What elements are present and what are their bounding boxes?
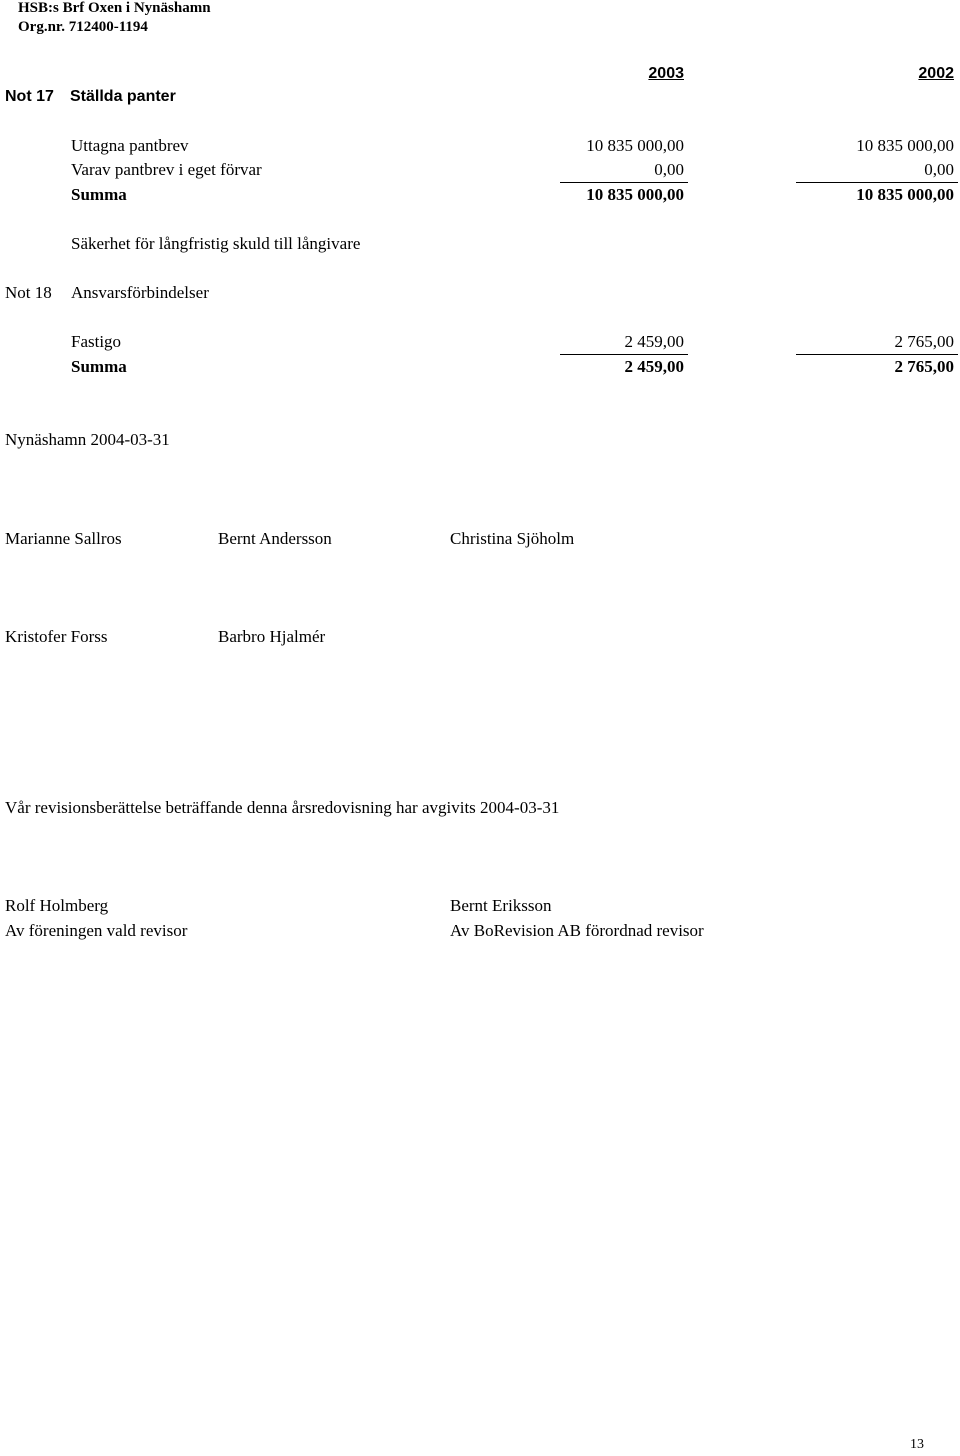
year-header-2003: 2003 — [648, 65, 684, 82]
auditor-role: Av BoRevision AB förordnad revisor — [450, 921, 704, 940]
note-17-title: Ställda panter — [70, 88, 176, 105]
note-17-row-value-2002: 0,00 — [924, 160, 954, 179]
note-18-total-label: Summa — [71, 357, 127, 376]
note-17-remark: Säkerhet för långfristig skuld till långivare — [71, 234, 361, 253]
auditor-name: Rolf Holmberg — [5, 896, 109, 915]
audit-statement: Vår revisionsberättelse beträffande denna årsredovisning har avgivits 2004-03-31 — [5, 798, 560, 817]
note-17-total-2002: 10 835 000,00 — [856, 185, 954, 204]
auditor-role: Av föreningen vald revisor — [5, 921, 188, 940]
board-signature-name: Bernt Andersson — [218, 529, 332, 548]
note-17-row-value-2002: 10 835 000,00 — [856, 136, 954, 155]
note-17-sum-line-2003 — [560, 182, 688, 183]
board-signature-name: Marianne Sallros — [5, 529, 122, 548]
note-17-row-label: Uttagna pantbrev — [71, 136, 189, 155]
note-18-row-label: Fastigo — [71, 332, 122, 351]
note-18-row-value-2003: 2 459,00 — [624, 332, 684, 351]
note-17-row-value-2003: 0,00 — [654, 160, 684, 179]
note-18-title: Ansvarsförbindelser — [71, 283, 209, 302]
year-header-2002: 2002 — [918, 65, 954, 82]
note-18-sum-line-2003 — [560, 354, 688, 355]
note-17-total-label: Summa — [71, 185, 127, 204]
note-17-sum-line-2002 — [796, 182, 958, 183]
place-date: Nynäshamn 2004-03-31 — [5, 430, 170, 449]
note-18-sum-line-2002 — [796, 354, 958, 355]
note-17-total-2003: 10 835 000,00 — [586, 185, 684, 204]
organization-number: Org.nr. 712400-1194 — [18, 19, 148, 35]
board-signature-name: Barbro Hjalmér — [218, 627, 326, 646]
board-signature-name: Kristofer Forss — [5, 627, 108, 646]
note-17-number: Not 17 — [5, 88, 54, 105]
note-17-row-label: Varav pantbrev i eget förvar — [71, 160, 262, 179]
note-17-row-value-2003: 10 835 000,00 — [586, 136, 684, 155]
auditor-name: Bernt Eriksson — [450, 896, 552, 915]
note-18-total-2002: 2 765,00 — [894, 357, 954, 376]
note-18-number: Not 18 — [5, 283, 52, 302]
page-number: 13 — [910, 1437, 924, 1452]
organization-name: HSB:s Brf Oxen i Nynäshamn — [18, 0, 211, 16]
board-signature-name: Christina Sjöholm — [450, 529, 575, 548]
note-18-total-2003: 2 459,00 — [624, 357, 684, 376]
note-18-row-value-2002: 2 765,00 — [894, 332, 954, 351]
